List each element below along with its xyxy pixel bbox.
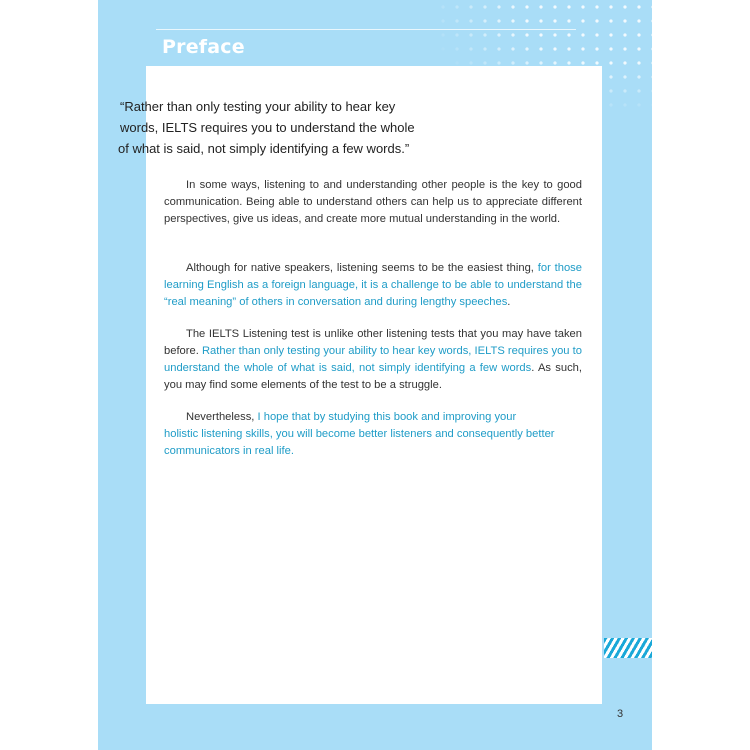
highlighted-text: for those learning English as a foreign language, it is a challenge to be able to understand the “real meaning” of others in conversation and during lengthy speeches bbox=[164, 262, 582, 308]
quote-line: “Rather than only testing your ability to hear key bbox=[120, 99, 396, 114]
paragraph-4 bbox=[164, 409, 582, 460]
page-title: Preface bbox=[162, 36, 245, 58]
paragraph-3 bbox=[164, 326, 582, 394]
decorative-line bbox=[156, 29, 576, 30]
paragraph-text: . bbox=[507, 296, 511, 308]
highlighted-text: I hope that by studying this book and improving your bbox=[257, 411, 517, 423]
paragraph-text: In some ways, listening to and understanding other people is the key to good communication. Being able to understand others can help us to appreciate different perspectives, give us ideas, and create more mutual understanding in the world. bbox=[164, 179, 582, 225]
paragraph-text: Nevertheless, bbox=[186, 411, 258, 423]
quote-line: words, IELTS requires you to understand the whole bbox=[120, 120, 415, 135]
paragraph-2 bbox=[164, 260, 582, 311]
paragraph-text: The IELTS Listening test is unlike other listening tests that you may have taken before. bbox=[164, 328, 582, 357]
page-number: 3 bbox=[616, 708, 624, 720]
highlighted-text: Rather than only testing your ability to hear key words, IELTS requires you to understand the whole of what is said, not simply identifying a few words bbox=[164, 345, 582, 374]
paragraph-text: Although for native speakers, listening seems to be the easiest thing, bbox=[186, 262, 538, 274]
highlighted-text: holistic listening skills, you will become better listeners and consequently better communicators in real life. bbox=[164, 428, 555, 457]
quote-line: of what is said, not simply identifying a few words.” bbox=[118, 141, 410, 156]
paragraph-1 bbox=[164, 177, 582, 228]
decorative-stripes bbox=[604, 638, 652, 658]
paragraph-text: . As such, you may find some elements of the test to be a struggle. bbox=[164, 362, 582, 391]
pull-quote bbox=[120, 96, 450, 159]
